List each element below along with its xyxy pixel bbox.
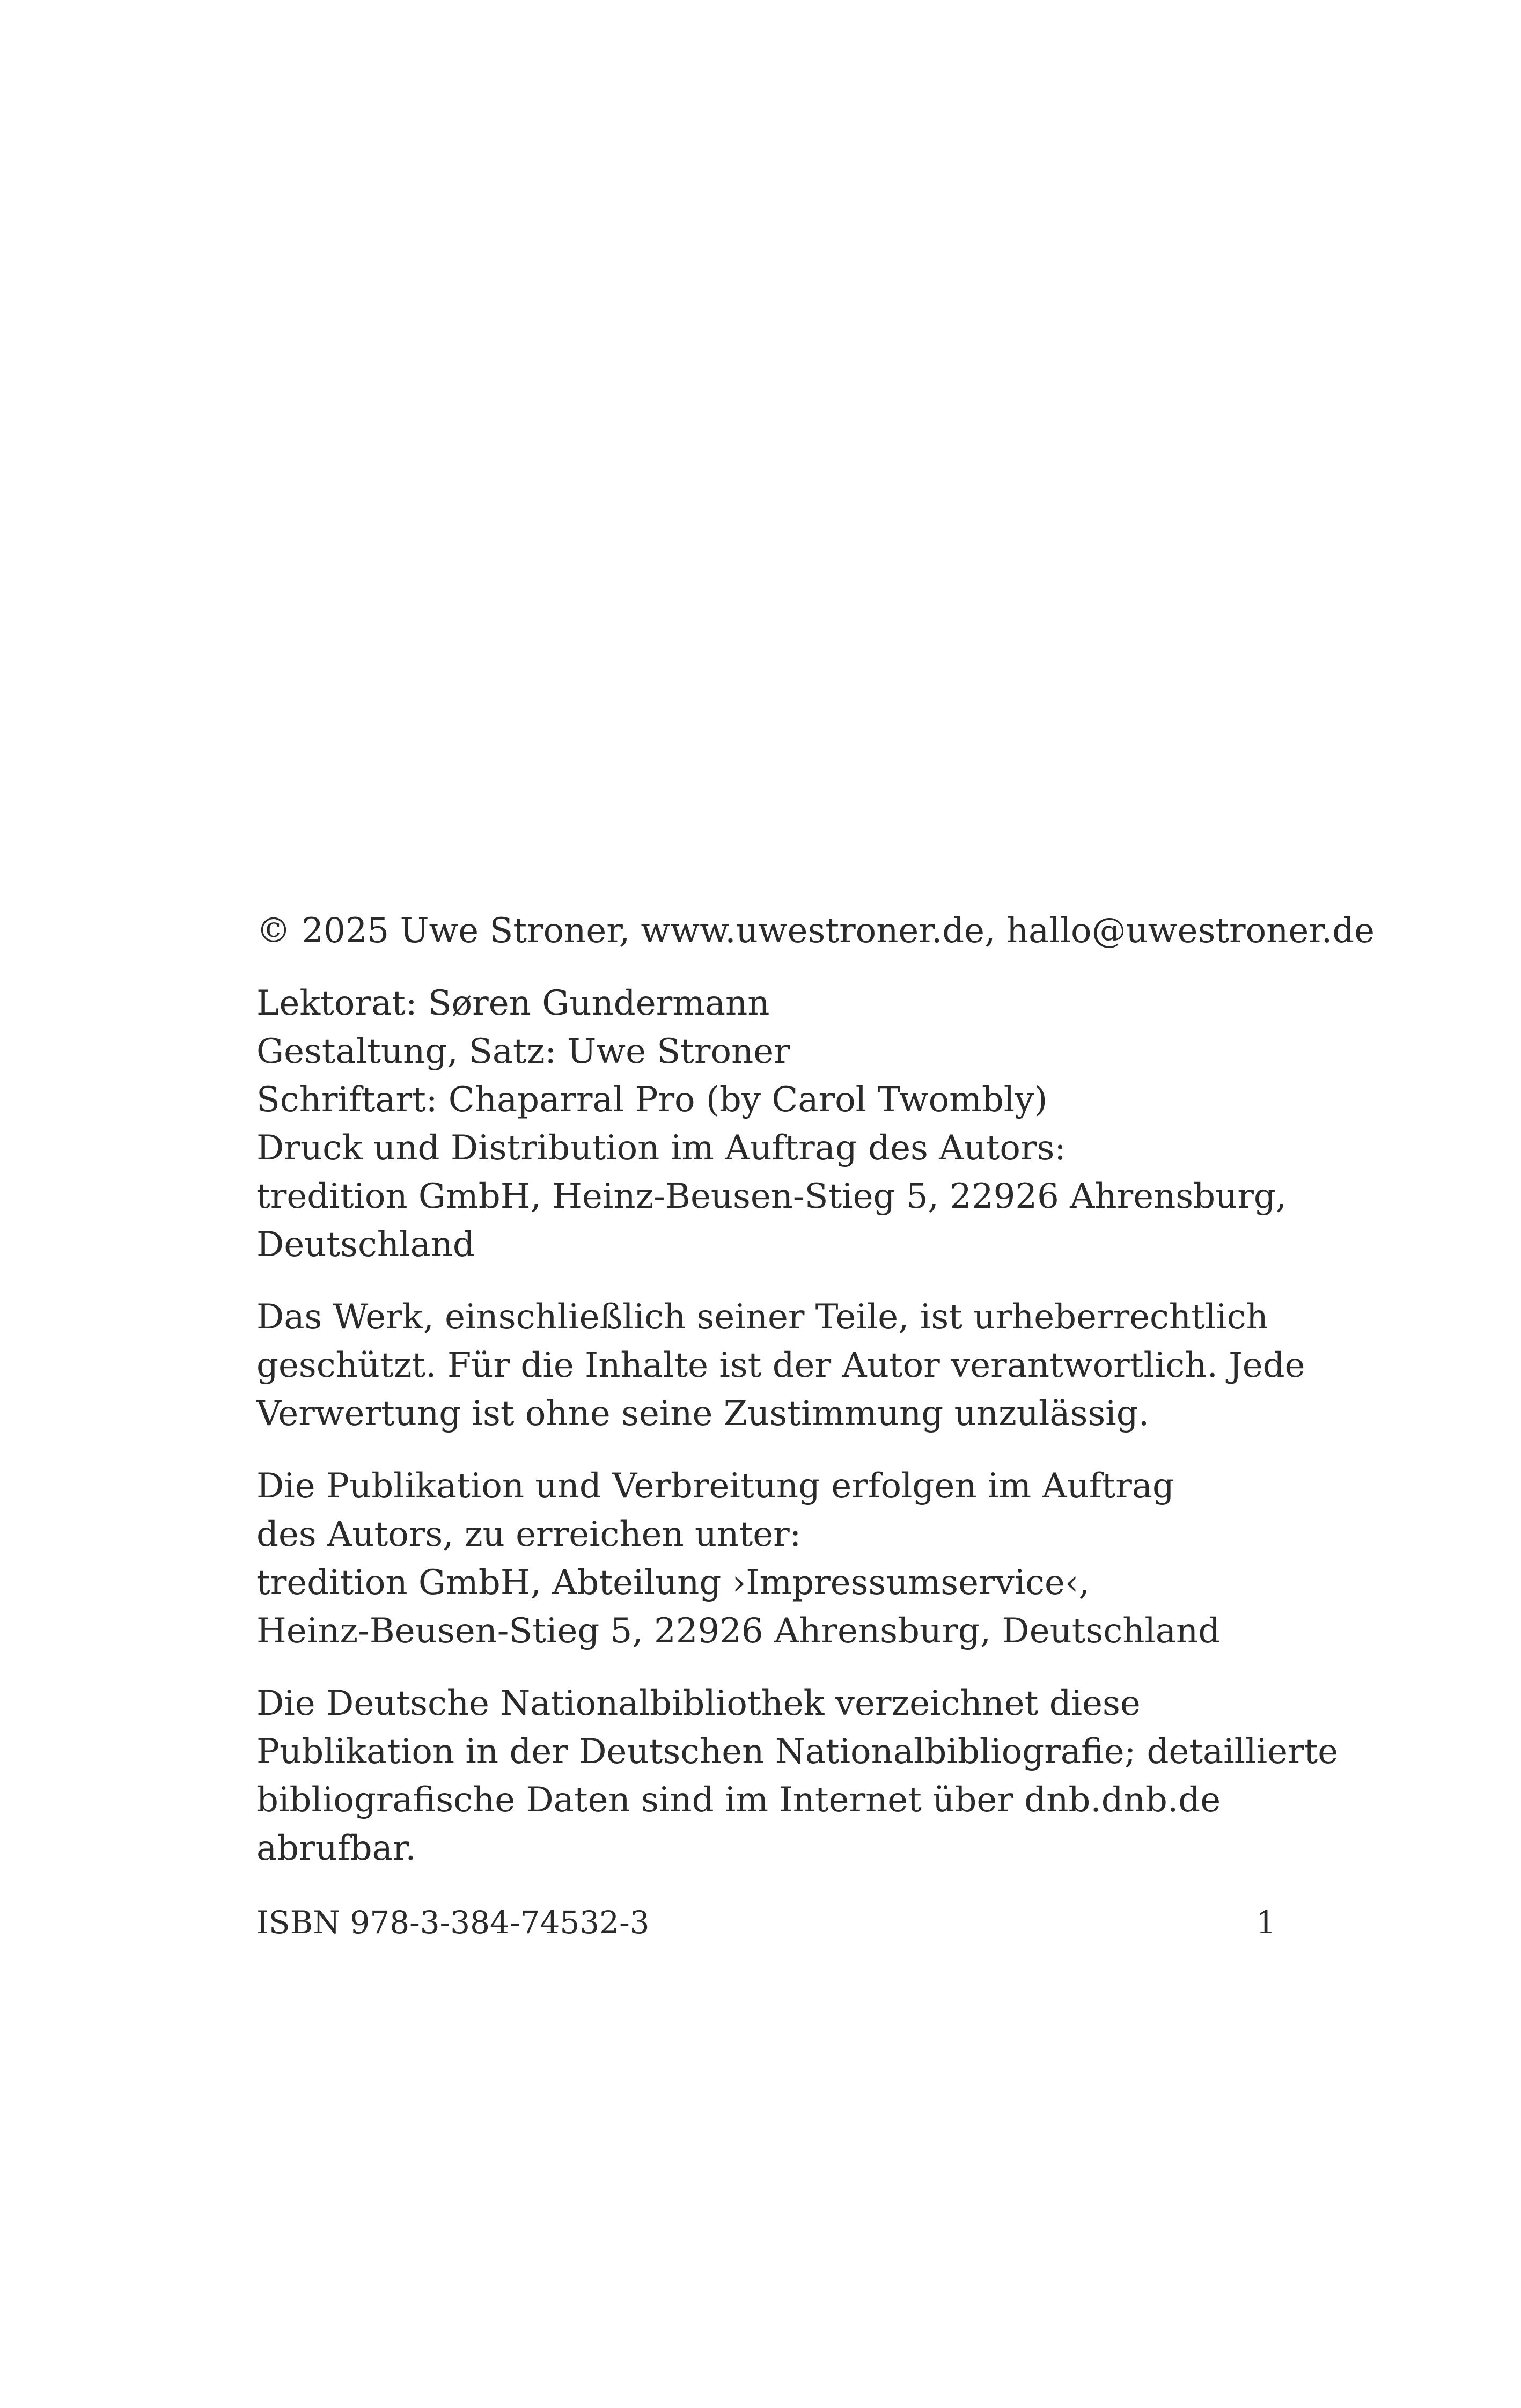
- credit-line-country: Deutschland: [256, 1225, 475, 1265]
- rights-block: [256, 1293, 1319, 1438]
- credit-line-design: Gestaltung, Satz: Uwe Stroner: [256, 1032, 790, 1071]
- publication-line: Heinz-Beusen-Stieg 5, 22926 Ahrensburg, Deutschland: [256, 1611, 1221, 1651]
- imprint-text: [256, 907, 1375, 1897]
- dnb-line: Die Deutsche Nationalbibliothek verzeichnet diese: [256, 1684, 1141, 1723]
- dnb-line: Publikation in der Deutschen Nationalbibliografie; detaillierte: [256, 1732, 1339, 1772]
- copyright-block: [256, 907, 1375, 955]
- credit-line-font: Schriftart: Chaparral Pro (by Carol Twombly): [256, 1080, 1048, 1120]
- credit-line-address: tredition GmbH, Heinz-Beusen-Stieg 5, 22926 Ahrensburg,: [256, 1177, 1287, 1216]
- dnb-block: [256, 1679, 1339, 1873]
- isbn-number: ISBN 978-3-384-74532-3: [256, 1904, 650, 1941]
- publication-block: [256, 1462, 1319, 1655]
- rights-line: Das Werk, einschließlich seiner Teile, ist urheberrechtlich: [256, 1297, 1268, 1337]
- dnb-line: bibliografische Daten sind im Internet über dnb.dnb.de: [256, 1780, 1221, 1820]
- publication-line: des Autors, zu erreichen unter:: [256, 1515, 802, 1554]
- dnb-line: abrufbar.: [256, 1829, 416, 1868]
- credit-line-distribution: Druck und Distribution im Auftrag des Autors:: [256, 1128, 1066, 1168]
- publication-line: tredition GmbH, Abteilung ›Impressumservice‹,: [256, 1563, 1090, 1603]
- page-number: 1: [1256, 1904, 1276, 1941]
- credits-block: [256, 979, 1319, 1269]
- credit-line-editor: Lektorat: Søren Gundermann: [256, 983, 770, 1023]
- rights-line: geschützt. Für die Inhalte ist der Autor verantwortlich. Jede: [256, 1346, 1305, 1385]
- publication-line: Die Publikation und Verbreitung erfolgen im Auftrag: [256, 1466, 1174, 1506]
- page-footer: [256, 1898, 1276, 1947]
- copyright-line: © 2025 Uwe Stroner, www.uwestroner.de, hallo@uwestroner.de: [256, 911, 1375, 951]
- rights-line: Verwertung ist ohne seine Zustimmung unzulässig.: [256, 1394, 1150, 1434]
